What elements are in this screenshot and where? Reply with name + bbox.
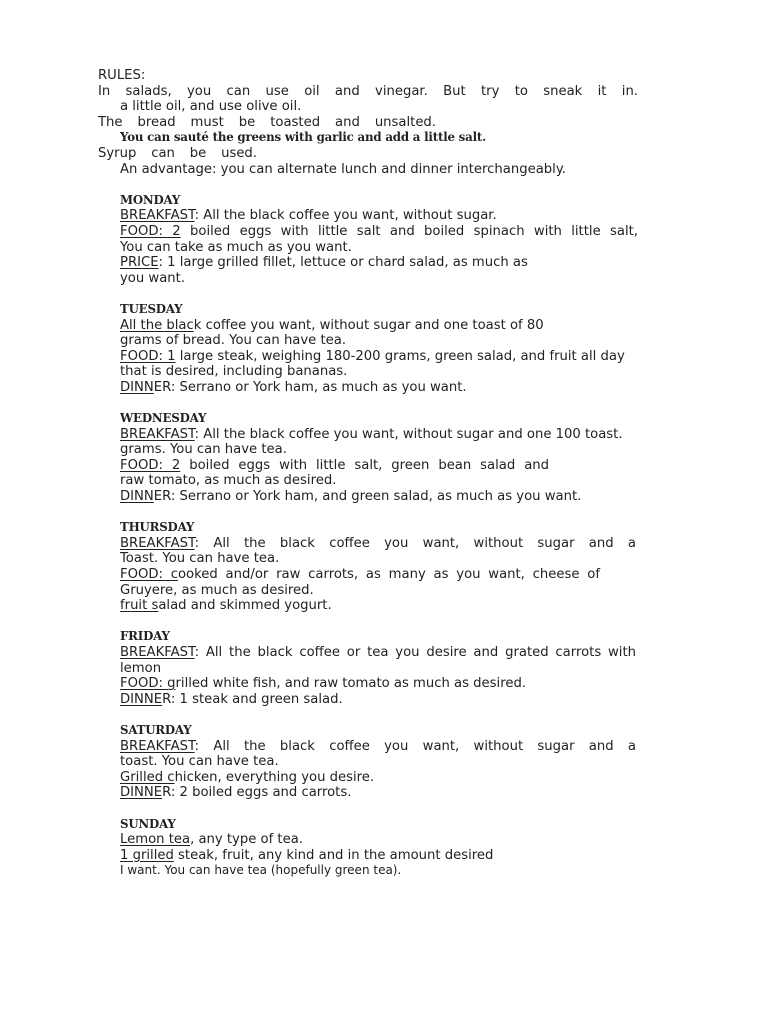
rules-line-syrup: Syrup can be used.	[98, 145, 257, 161]
meal-text: hicken, everything you desire.	[174, 769, 375, 785]
document-page	[98, 68, 638, 879]
meal-text: ER: Serrano or York ham, as much as you want.	[153, 379, 467, 395]
meal-line-text: Toast. You can have tea.	[120, 551, 280, 567]
meal-label: BREAKFAST	[120, 738, 195, 754]
meal-line-food	[120, 676, 638, 692]
meal-label: DINN	[120, 379, 154, 395]
meal-label: Lemon tea	[120, 832, 191, 848]
meal-label: BREAKFAST	[120, 644, 195, 660]
meal-line-breakfast	[120, 645, 636, 661]
meal-line-food	[120, 349, 638, 365]
day-section-saturday	[98, 723, 638, 801]
meal-label: FOOD: 1	[120, 348, 176, 364]
meal-line-food	[120, 224, 638, 240]
meal-line-text: I want. You can have tea (hopefully green tea).	[120, 863, 402, 878]
meal-text: : All the black coffee you want, without sugar and a	[194, 535, 636, 551]
meal-label: BREAKFAST	[120, 208, 195, 224]
day-title: WEDNESDAY	[120, 411, 207, 426]
meal-label: FOOD: 2	[120, 223, 181, 239]
meal-label: FOOD: 2	[120, 457, 181, 473]
meal-line-text: that is desired, including bananas.	[120, 364, 348, 380]
meal-line-text: you want.	[120, 270, 186, 286]
meal-text: steak, fruit, any kind and in the amount desired	[173, 847, 494, 863]
meal-text: boiled eggs with little salt and boiled spinach with little salt,	[180, 223, 638, 239]
meal-label: Grilled c	[120, 769, 175, 785]
meal-line-text: Gruyere, as much as desired.	[120, 582, 314, 598]
day-title: THURSDAY	[120, 520, 195, 535]
meal-line-lemon-tea	[120, 832, 638, 848]
meal-label: BREAKFAST	[120, 426, 195, 442]
meal-line-text: grams. You can have tea.	[120, 442, 287, 458]
meal-text: : All the black coffee or tea you desire and grated carrots with	[194, 644, 636, 660]
rules-line-saute: You can sauté the greens with garlic and add a little salt.	[120, 130, 487, 145]
meal-label: fruit s	[120, 598, 159, 614]
rules-line-salads: In salads, you can use oil and vinegar. But try to sneak it in.	[98, 83, 638, 99]
meal-line-text: raw tomato, as much as desired.	[120, 473, 337, 489]
meal-line-text: toast. You can have tea.	[120, 754, 279, 770]
meal-label: DINNE	[120, 785, 163, 801]
meal-text: R: 2 boiled eggs and carrots.	[162, 785, 352, 801]
meal-text: rilled white fish, and raw tomato as much as desired.	[175, 676, 527, 692]
rules-line-bread: The bread must be toasted and unsalted.	[98, 114, 436, 130]
meal-label: FOOD: c	[120, 567, 178, 582]
meal-text: large steak, weighing 180-200 grams, green salad, and fruit all day	[175, 348, 625, 364]
meal-line-chicken	[120, 770, 638, 786]
meal-line-fruit	[120, 598, 638, 614]
meal-line-food	[120, 458, 549, 474]
meal-line-text: grams of bread. You can have tea.	[120, 333, 347, 349]
meal-text: k coffee you want, without sugar and one toast of 80	[193, 317, 544, 333]
meal-text: : All the black coffee you want, without sugar and a	[194, 738, 636, 754]
day-title: FRIDAY	[120, 629, 170, 644]
meal-line-dinner	[120, 785, 638, 801]
day-section-sunday	[98, 817, 638, 879]
day-section-thursday	[98, 520, 638, 614]
rules-heading: RULES:	[98, 68, 146, 83]
meal-line-dinner	[120, 692, 638, 708]
meal-label: DINN	[120, 489, 154, 505]
meal-text: : All the black coffee you want, without sugar and one 100 toast.	[194, 426, 623, 442]
meal-text: : All the black coffee you want, without sugar.	[194, 208, 497, 224]
meal-line-breakfast	[120, 536, 636, 552]
meal-label: DINNE	[120, 691, 163, 707]
meal-line-breakfast	[120, 427, 638, 443]
meal-text: ooked and/or raw carrots, as many as you want, cheese of	[177, 567, 600, 582]
meal-text: ER: Serrano or York ham, and green salad, as much as you want.	[153, 489, 582, 505]
meal-line-text: You can take as much as you want.	[120, 239, 352, 255]
meal-label: All the blac	[120, 317, 194, 333]
meal-line-food	[120, 567, 600, 583]
meal-line-dinner	[120, 380, 638, 396]
day-section-friday	[98, 629, 638, 707]
day-title: TUESDAY	[120, 301, 183, 316]
day-section-tuesday	[98, 302, 638, 396]
rules-line-advantage: An advantage: you can alternate lunch and dinner interchangeably.	[120, 161, 566, 177]
meal-line-breakfast	[120, 739, 636, 755]
meal-line-breakfast	[120, 208, 638, 224]
meal-text: boiled eggs with little salt, green bean salad and	[180, 457, 550, 473]
meal-line-breakfast	[120, 318, 638, 334]
meal-line-grilled	[120, 848, 638, 864]
meal-text: : 1 large grilled fillet, lettuce or chard salad, as much as	[158, 255, 528, 271]
day-section-monday	[98, 193, 638, 287]
meal-label: FOOD: g	[120, 676, 176, 692]
meal-label: BREAKFAST	[120, 535, 195, 551]
meal-line-text: lemon	[120, 660, 162, 676]
meal-line-dinner	[120, 489, 638, 505]
day-section-wednesday	[98, 411, 638, 505]
day-title: SUNDAY	[120, 816, 176, 831]
meal-text: , any type of tea.	[190, 832, 303, 848]
meal-label: PRICE	[120, 255, 159, 271]
day-title: SATURDAY	[120, 722, 192, 737]
rules-line-olive-oil: a little oil, and use olive oil.	[120, 99, 302, 115]
meal-text: alad and skimmed yogurt.	[158, 598, 332, 614]
meal-line-price	[120, 255, 638, 271]
day-title: MONDAY	[120, 192, 181, 207]
meal-label: 1 grilled	[120, 847, 174, 863]
meal-text: R: 1 steak and green salad.	[162, 691, 343, 707]
